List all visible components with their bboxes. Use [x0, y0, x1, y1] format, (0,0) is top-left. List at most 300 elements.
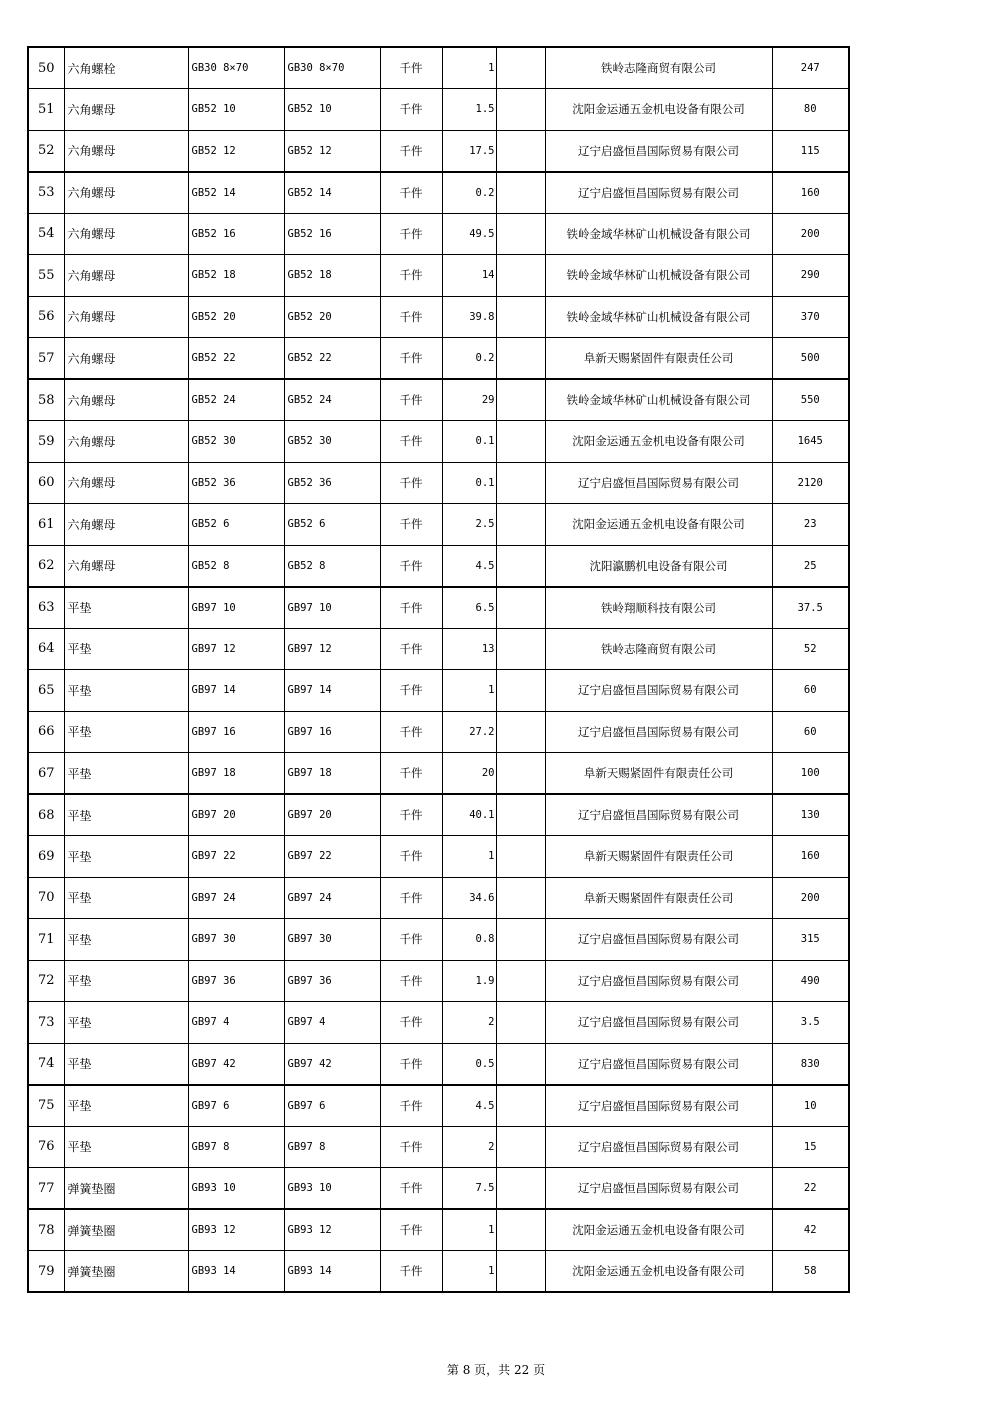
item-name: 平垫: [64, 960, 188, 1002]
item-model: GB93 10: [284, 1168, 380, 1210]
item-unit: 千件: [380, 960, 442, 1002]
table-row: [28, 587, 849, 629]
item-note: [496, 919, 545, 961]
item-note: [496, 130, 545, 172]
item-model: GB97 24: [284, 877, 380, 919]
item-name: 六角螺栓: [64, 47, 188, 89]
item-model: GB52 16: [284, 213, 380, 255]
item-unit: 千件: [380, 587, 442, 629]
item-name: 六角螺母: [64, 89, 188, 131]
table-row: [28, 421, 849, 463]
row-number: 78: [28, 1209, 64, 1251]
item-quantity: 49.5: [442, 213, 496, 255]
item-price: 52: [772, 628, 849, 670]
item-model: GB52 24: [284, 379, 380, 421]
item-unit: 千件: [380, 711, 442, 753]
item-supplier: 沈阳金运通五金机电设备有限公司: [545, 1209, 772, 1251]
table-row: [28, 1168, 849, 1210]
item-name: 平垫: [64, 1085, 188, 1127]
table-row: [28, 711, 849, 753]
item-note: [496, 379, 545, 421]
item-supplier: 铁岭志隆商贸有限公司: [545, 628, 772, 670]
item-unit: 千件: [380, 213, 442, 255]
row-number: 55: [28, 255, 64, 297]
item-price: 60: [772, 711, 849, 753]
item-unit: 千件: [380, 296, 442, 338]
table-row: [28, 1043, 849, 1085]
row-number: 68: [28, 794, 64, 836]
item-spec: GB93 10: [188, 1168, 284, 1210]
item-quantity: 1: [442, 1251, 496, 1293]
item-spec: GB52 16: [188, 213, 284, 255]
table-row: [28, 628, 849, 670]
item-price: 200: [772, 877, 849, 919]
item-note: [496, 338, 545, 380]
item-quantity: 0.1: [442, 421, 496, 463]
item-price: 290: [772, 255, 849, 297]
item-unit: 千件: [380, 379, 442, 421]
item-note: [496, 670, 545, 712]
item-supplier: 沈阳瀛鹏机电设备有限公司: [545, 545, 772, 587]
row-number: 65: [28, 670, 64, 712]
item-spec: GB52 18: [188, 255, 284, 297]
item-price: 315: [772, 919, 849, 961]
row-number: 66: [28, 711, 64, 753]
page-footer: 第 8 页，共 22 页: [446, 1363, 546, 1377]
item-quantity: 13: [442, 628, 496, 670]
table-row: [28, 379, 849, 421]
item-quantity: 4.5: [442, 1085, 496, 1127]
item-model: GB97 8: [284, 1126, 380, 1168]
item-supplier: 辽宁启盛恒昌国际贸易有限公司: [545, 1168, 772, 1210]
item-note: [496, 836, 545, 878]
item-model: GB97 22: [284, 836, 380, 878]
item-note: [496, 213, 545, 255]
table-row: [28, 504, 849, 546]
item-name: 平垫: [64, 1002, 188, 1044]
item-name: 弹簧垫圈: [64, 1251, 188, 1293]
row-number: 53: [28, 172, 64, 214]
item-price: 490: [772, 960, 849, 1002]
table-row: [28, 255, 849, 297]
item-model: GB52 18: [284, 255, 380, 297]
item-price: 60: [772, 670, 849, 712]
item-note: [496, 296, 545, 338]
item-spec: GB93 14: [188, 1251, 284, 1293]
item-quantity: 1: [442, 836, 496, 878]
item-note: [496, 960, 545, 1002]
item-unit: 千件: [380, 794, 442, 836]
item-quantity: 1.9: [442, 960, 496, 1002]
item-spec: GB97 22: [188, 836, 284, 878]
item-spec: GB97 36: [188, 960, 284, 1002]
item-unit: 千件: [380, 1168, 442, 1210]
item-price: 15: [772, 1126, 849, 1168]
item-unit: 千件: [380, 504, 442, 546]
item-quantity: 34.6: [442, 877, 496, 919]
item-note: [496, 172, 545, 214]
item-unit: 千件: [380, 421, 442, 463]
row-number: 54: [28, 213, 64, 255]
item-name: 平垫: [64, 753, 188, 795]
item-quantity: 40.1: [442, 794, 496, 836]
item-name: 六角螺母: [64, 296, 188, 338]
item-supplier: 铁岭金域华林矿山机械设备有限公司: [545, 255, 772, 297]
table-row: [28, 919, 849, 961]
row-number: 79: [28, 1251, 64, 1293]
table-row: [28, 753, 849, 795]
item-model: GB52 10: [284, 89, 380, 131]
item-spec: GB97 18: [188, 753, 284, 795]
item-spec: GB93 12: [188, 1209, 284, 1251]
item-price: 1645: [772, 421, 849, 463]
item-supplier: 辽宁启盛恒昌国际贸易有限公司: [545, 172, 772, 214]
item-note: [496, 877, 545, 919]
item-quantity: 0.8: [442, 919, 496, 961]
item-spec: GB97 12: [188, 628, 284, 670]
item-name: 平垫: [64, 670, 188, 712]
item-unit: 千件: [380, 545, 442, 587]
item-price: 500: [772, 338, 849, 380]
item-supplier: 阜新天赐紧固件有限责任公司: [545, 836, 772, 878]
item-spec: GB97 30: [188, 919, 284, 961]
item-unit: 千件: [380, 836, 442, 878]
item-price: 2120: [772, 462, 849, 504]
item-supplier: 铁岭志隆商贸有限公司: [545, 47, 772, 89]
item-model: GB30 8×70: [284, 47, 380, 89]
item-unit: 千件: [380, 1209, 442, 1251]
item-name: 六角螺母: [64, 421, 188, 463]
item-name: 六角螺母: [64, 338, 188, 380]
item-quantity: 1: [442, 670, 496, 712]
item-model: GB52 12: [284, 130, 380, 172]
table-row: [28, 462, 849, 504]
item-name: 六角螺母: [64, 255, 188, 297]
table-row: [28, 545, 849, 587]
table-row: [28, 338, 849, 380]
item-note: [496, 711, 545, 753]
row-number: 73: [28, 1002, 64, 1044]
item-spec: GB52 14: [188, 172, 284, 214]
row-number: 76: [28, 1126, 64, 1168]
item-supplier: 辽宁启盛恒昌国际贸易有限公司: [545, 711, 772, 753]
item-supplier: 辽宁启盛恒昌国际贸易有限公司: [545, 462, 772, 504]
item-name: 平垫: [64, 587, 188, 629]
item-model: GB97 30: [284, 919, 380, 961]
table-row: [28, 960, 849, 1002]
item-quantity: 7.5: [442, 1168, 496, 1210]
item-quantity: 20: [442, 753, 496, 795]
item-price: 100: [772, 753, 849, 795]
procurement-table: [27, 46, 850, 1293]
item-quantity: 2: [442, 1002, 496, 1044]
item-supplier: 铁岭金域华林矿山机械设备有限公司: [545, 213, 772, 255]
table-row: [28, 296, 849, 338]
table-row: [28, 130, 849, 172]
item-unit: 千件: [380, 628, 442, 670]
item-unit: 千件: [380, 919, 442, 961]
item-price: 58: [772, 1251, 849, 1293]
item-note: [496, 421, 545, 463]
item-supplier: 沈阳金运通五金机电设备有限公司: [545, 421, 772, 463]
item-model: GB97 12: [284, 628, 380, 670]
item-note: [496, 753, 545, 795]
item-price: 22: [772, 1168, 849, 1210]
table-row: [28, 794, 849, 836]
item-model: GB52 30: [284, 421, 380, 463]
item-model: GB52 8: [284, 545, 380, 587]
item-note: [496, 1251, 545, 1293]
item-spec: GB97 8: [188, 1126, 284, 1168]
item-note: [496, 545, 545, 587]
item-unit: 千件: [380, 462, 442, 504]
item-supplier: 阜新天赐紧固件有限责任公司: [545, 753, 772, 795]
item-supplier: 铁岭金域华林矿山机械设备有限公司: [545, 296, 772, 338]
row-number: 61: [28, 504, 64, 546]
item-model: GB97 10: [284, 587, 380, 629]
row-number: 52: [28, 130, 64, 172]
item-spec: GB52 20: [188, 296, 284, 338]
row-number: 59: [28, 421, 64, 463]
item-note: [496, 1168, 545, 1210]
item-supplier: 沈阳金运通五金机电设备有限公司: [545, 1251, 772, 1293]
item-model: GB52 36: [284, 462, 380, 504]
item-model: GB93 14: [284, 1251, 380, 1293]
item-model: GB97 6: [284, 1085, 380, 1127]
item-price: 42: [772, 1209, 849, 1251]
item-note: [496, 1126, 545, 1168]
row-number: 64: [28, 628, 64, 670]
item-unit: 千件: [380, 1251, 442, 1293]
item-price: 115: [772, 130, 849, 172]
item-quantity: 29: [442, 379, 496, 421]
item-spec: GB97 24: [188, 877, 284, 919]
item-spec: GB97 6: [188, 1085, 284, 1127]
row-number: 72: [28, 960, 64, 1002]
item-price: 130: [772, 794, 849, 836]
item-model: GB52 14: [284, 172, 380, 214]
item-supplier: 阜新天赐紧固件有限责任公司: [545, 877, 772, 919]
item-price: 550: [772, 379, 849, 421]
item-unit: 千件: [380, 47, 442, 89]
item-model: GB97 36: [284, 960, 380, 1002]
item-quantity: 2.5: [442, 504, 496, 546]
item-note: [496, 587, 545, 629]
item-price: 160: [772, 836, 849, 878]
item-price: 25: [772, 545, 849, 587]
item-unit: 千件: [380, 877, 442, 919]
row-number: 57: [28, 338, 64, 380]
item-quantity: 0.2: [442, 338, 496, 380]
item-model: GB52 20: [284, 296, 380, 338]
item-note: [496, 504, 545, 546]
item-name: 平垫: [64, 1043, 188, 1085]
item-spec: GB52 22: [188, 338, 284, 380]
item-model: GB93 12: [284, 1209, 380, 1251]
table-body: [28, 47, 849, 1292]
item-quantity: 14: [442, 255, 496, 297]
item-supplier: 沈阳金运通五金机电设备有限公司: [545, 89, 772, 131]
item-note: [496, 255, 545, 297]
item-quantity: 0.2: [442, 172, 496, 214]
item-unit: 千件: [380, 172, 442, 214]
row-number: 77: [28, 1168, 64, 1210]
item-model: GB97 20: [284, 794, 380, 836]
item-name: 平垫: [64, 794, 188, 836]
item-name: 六角螺母: [64, 545, 188, 587]
row-number: 60: [28, 462, 64, 504]
item-price: 200: [772, 213, 849, 255]
item-name: 六角螺母: [64, 379, 188, 421]
item-note: [496, 47, 545, 89]
row-number: 63: [28, 587, 64, 629]
table-row: [28, 47, 849, 89]
item-supplier: 辽宁启盛恒昌国际贸易有限公司: [545, 1126, 772, 1168]
item-model: GB52 22: [284, 338, 380, 380]
item-spec: GB52 36: [188, 462, 284, 504]
item-model: GB97 4: [284, 1002, 380, 1044]
item-unit: 千件: [380, 1126, 442, 1168]
item-name: 平垫: [64, 711, 188, 753]
item-note: [496, 1085, 545, 1127]
item-quantity: 2: [442, 1126, 496, 1168]
item-name: 平垫: [64, 877, 188, 919]
item-note: [496, 89, 545, 131]
item-spec: GB97 4: [188, 1002, 284, 1044]
item-name: 六角螺母: [64, 462, 188, 504]
item-price: 247: [772, 47, 849, 89]
item-price: 10: [772, 1085, 849, 1127]
item-supplier: 辽宁启盛恒昌国际贸易有限公司: [545, 1002, 772, 1044]
item-model: GB97 16: [284, 711, 380, 753]
row-number: 56: [28, 296, 64, 338]
item-unit: 千件: [380, 89, 442, 131]
item-unit: 千件: [380, 1002, 442, 1044]
item-model: GB97 42: [284, 1043, 380, 1085]
item-price: 160: [772, 172, 849, 214]
item-quantity: 4.5: [442, 545, 496, 587]
item-price: 370: [772, 296, 849, 338]
item-spec: GB52 24: [188, 379, 284, 421]
table-row: [28, 670, 849, 712]
item-quantity: 27.2: [442, 711, 496, 753]
item-spec: GB97 14: [188, 670, 284, 712]
item-supplier: 辽宁启盛恒昌国际贸易有限公司: [545, 960, 772, 1002]
table-row: [28, 172, 849, 214]
item-name: 平垫: [64, 1126, 188, 1168]
item-price: 3.5: [772, 1002, 849, 1044]
item-unit: 千件: [380, 338, 442, 380]
item-unit: 千件: [380, 130, 442, 172]
item-spec: GB30 8×70: [188, 47, 284, 89]
item-name: 六角螺母: [64, 213, 188, 255]
item-supplier: 辽宁启盛恒昌国际贸易有限公司: [545, 1085, 772, 1127]
table-row: [28, 1126, 849, 1168]
item-name: 平垫: [64, 919, 188, 961]
item-supplier: 辽宁启盛恒昌国际贸易有限公司: [545, 130, 772, 172]
item-supplier: 铁岭翔顺科技有限公司: [545, 587, 772, 629]
row-number: 50: [28, 47, 64, 89]
table-row: [28, 836, 849, 878]
item-supplier: 铁岭金域华林矿山机械设备有限公司: [545, 379, 772, 421]
row-number: 71: [28, 919, 64, 961]
row-number: 74: [28, 1043, 64, 1085]
item-unit: 千件: [380, 1085, 442, 1127]
item-name: 弹簧垫圈: [64, 1209, 188, 1251]
item-note: [496, 462, 545, 504]
table-row: [28, 1085, 849, 1127]
item-quantity: 0.5: [442, 1043, 496, 1085]
table-row: [28, 877, 849, 919]
item-name: 弹簧垫圈: [64, 1168, 188, 1210]
table-row: [28, 1251, 849, 1293]
item-spec: GB97 10: [188, 587, 284, 629]
table-row: [28, 89, 849, 131]
item-quantity: 6.5: [442, 587, 496, 629]
item-spec: GB97 20: [188, 794, 284, 836]
item-quantity: 1: [442, 1209, 496, 1251]
item-note: [496, 794, 545, 836]
item-supplier: 辽宁启盛恒昌国际贸易有限公司: [545, 794, 772, 836]
item-quantity: 1: [442, 47, 496, 89]
row-number: 62: [28, 545, 64, 587]
item-note: [496, 1209, 545, 1251]
item-model: GB52 6: [284, 504, 380, 546]
item-note: [496, 628, 545, 670]
row-number: 67: [28, 753, 64, 795]
item-unit: 千件: [380, 255, 442, 297]
item-spec: GB52 8: [188, 545, 284, 587]
item-quantity: 1.5: [442, 89, 496, 131]
item-unit: 千件: [380, 753, 442, 795]
item-note: [496, 1002, 545, 1044]
item-quantity: 17.5: [442, 130, 496, 172]
table-row: [28, 1002, 849, 1044]
row-number: 69: [28, 836, 64, 878]
item-spec: GB52 30: [188, 421, 284, 463]
item-name: 六角螺母: [64, 130, 188, 172]
item-spec: GB97 42: [188, 1043, 284, 1085]
item-spec: GB97 16: [188, 711, 284, 753]
item-model: GB97 14: [284, 670, 380, 712]
item-supplier: 辽宁启盛恒昌国际贸易有限公司: [545, 919, 772, 961]
item-price: 830: [772, 1043, 849, 1085]
item-quantity: 39.8: [442, 296, 496, 338]
item-spec: GB52 6: [188, 504, 284, 546]
item-price: 37.5: [772, 587, 849, 629]
item-supplier: 辽宁启盛恒昌国际贸易有限公司: [545, 670, 772, 712]
item-spec: GB52 12: [188, 130, 284, 172]
item-supplier: 辽宁启盛恒昌国际贸易有限公司: [545, 1043, 772, 1085]
table-row: [28, 213, 849, 255]
item-supplier: 阜新天赐紧固件有限责任公司: [545, 338, 772, 380]
item-name: 平垫: [64, 628, 188, 670]
item-price: 23: [772, 504, 849, 546]
item-supplier: 沈阳金运通五金机电设备有限公司: [545, 504, 772, 546]
row-number: 58: [28, 379, 64, 421]
item-model: GB97 18: [284, 753, 380, 795]
item-spec: GB52 10: [188, 89, 284, 131]
item-quantity: 0.1: [442, 462, 496, 504]
table-row: [28, 1209, 849, 1251]
item-price: 80: [772, 89, 849, 131]
row-number: 75: [28, 1085, 64, 1127]
item-name: 六角螺母: [64, 504, 188, 546]
item-unit: 千件: [380, 1043, 442, 1085]
item-note: [496, 1043, 545, 1085]
item-unit: 千件: [380, 670, 442, 712]
item-name: 六角螺母: [64, 172, 188, 214]
